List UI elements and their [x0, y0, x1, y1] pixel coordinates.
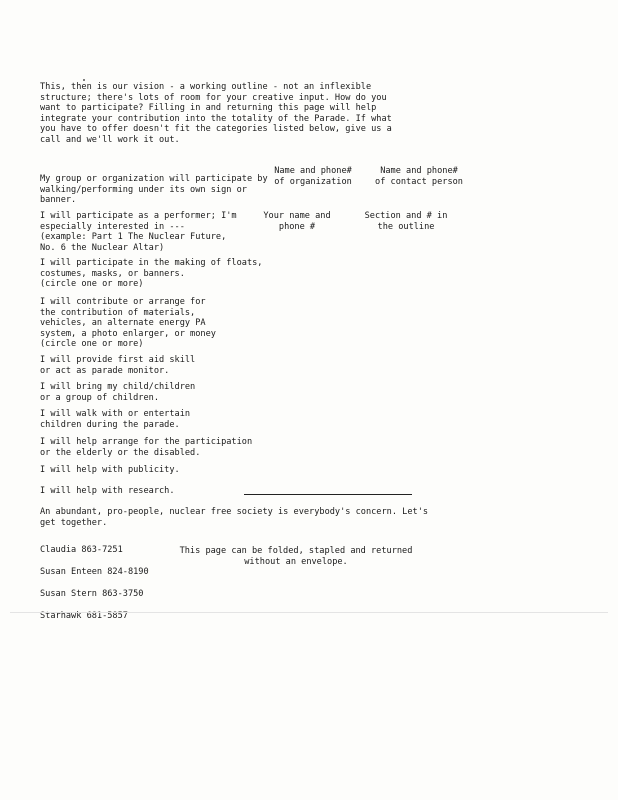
item-contribute-materials: I will contribute or arrange for the contribution of materials, vehicles, an alternate energy PA system, a photo enlarger, or money (circle one or more)	[40, 297, 216, 350]
closing-paragraph: An abundant, pro-people, nuclear free society is everybody's concern. Let's get together.	[40, 507, 429, 528]
fold-note: This page can be folded, stapled and returned without an envelope.	[179, 546, 413, 567]
page-fold-line	[10, 612, 608, 613]
your-name-column-header: Your name and phone #	[263, 211, 331, 232]
item-first-aid: I will provide first aid skill or act as parade monitor.	[40, 355, 196, 376]
contact-column-header: Name and phone# of contact person	[375, 166, 463, 187]
item-elderly-disabled: I will help arrange for the participation or the elderly or the disabled.	[40, 437, 253, 458]
org-column-header: Name and phone# of organization	[274, 166, 352, 187]
item-children: I will bring my child/children or a group of children.	[40, 382, 196, 403]
contact-entry: Claudia 863-7251	[40, 545, 123, 555]
intro-paragraph: This, then is our vision - a working outline - not an inflexible structure; there's lots of room for your creative input. How do you want to participate? Filling in and returning this page will help integrate your contribution into the totality of the Parade. If what you have to offer doesn't fit the categories listed below, give us a call and we'll work it out.	[40, 82, 392, 145]
item-group-participation: My group or organization will participate by walking/performing under its own sign or banner.	[40, 174, 268, 206]
contact-entry: Susan Stern 863-3750	[40, 589, 144, 599]
contact-entry: Starhawk 681-5857	[40, 611, 128, 621]
contact-entry: Susan Enteen 824-8190	[40, 567, 149, 577]
item-performer: I will participate as a performer; I'm especially interested in --- (example: Part 1 The Nuclear Future, No. 6 the Nuclear Altar)	[40, 211, 237, 253]
stray-mark	[83, 79, 85, 81]
signature-line	[244, 494, 412, 495]
contact-list	[40, 534, 149, 633]
item-floats-costumes: I will participate in the making of floats, costumes, masks, or banners. (circle one or more)	[40, 258, 263, 290]
item-publicity: I will help with publicity.	[40, 465, 180, 475]
item-research: I will help with research.	[40, 486, 175, 496]
item-entertain-children: I will walk with or entertain children during the parade.	[40, 409, 191, 430]
section-column-header: Section and # in the outline	[364, 211, 448, 232]
